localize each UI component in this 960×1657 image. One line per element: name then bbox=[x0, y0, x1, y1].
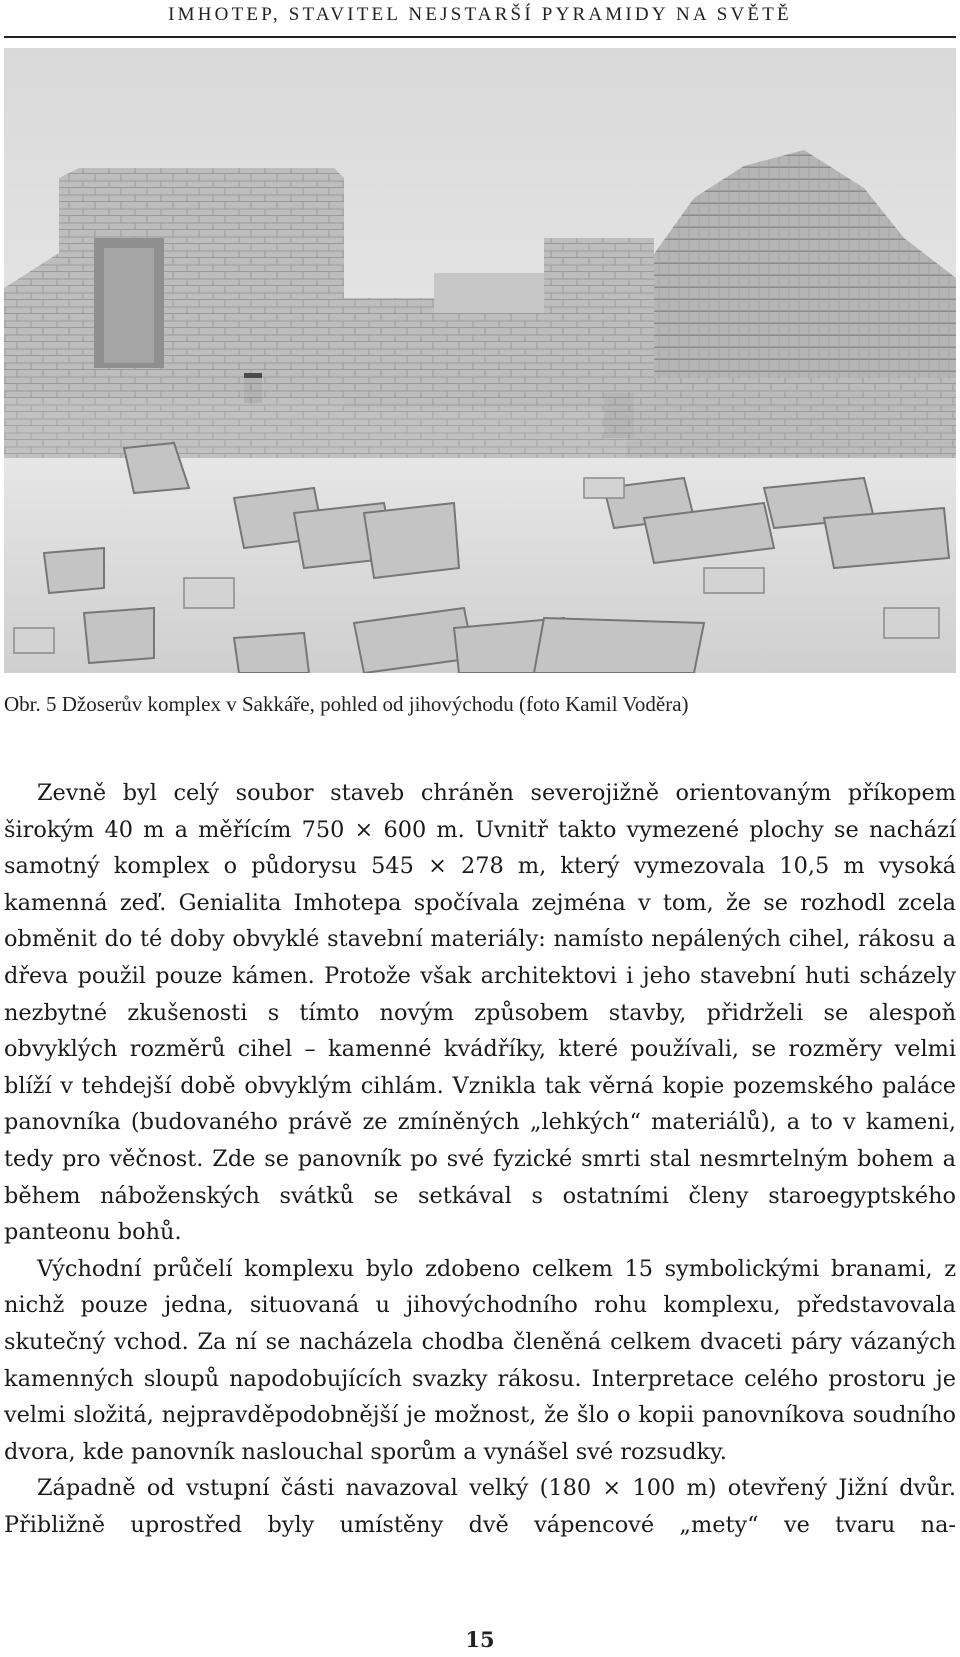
paragraph: Východní průčelí komplexu bylo zdobeno celkem 15 symbolickými branami, z nichž pouze jedna, situovaná u jihovýchodního rohu komplexu, představovala skutečný vchod. Za ní se nacházela chodba členěná celkem dvaceti páry vázaných kamenných sloupů napodobujících svazky rákosu. Interpretace celého prostoru je velmi složitá, nejpravděpodobnější je možnost, že šlo o kopii panovníkova soudního dvora, kde panovník naslouchal sporům a vynášel své rozsudky. bbox=[4, 1255, 956, 1465]
paragraph: Zevně byl celý soubor staveb chráněn severojižně orientovaným příkopem širokým 40 m a měřícím 750 × 600 m. Uvnitř takto vymezené plochy se nachází samotný komplex o půdorysu 545 × 278 m, který vymezovala 10,5 m vysoká kamenná zeď. Genialita Imhotepa spočívala zejména v tom, že se rozhodl zcela obměnit do té doby obvyklé stavební materiály: namísto nepálených cihel, rákosu a dřeva použil pouze kámen. Protože však architektovi i jeho stavební huti scházely nezbytné zkušenosti s tímto novým způsobem stavby, přidrželi se alespoň obvyklých rozměrů cihel – kamenné kvádříky, které používali, se rozměry velmi blíží v tehdejší době obvyklým cihlám. Vznikla tak věrná kopie pozemského paláce panovníka (budovaného právě ze zmíněných „lehkých“ materiálů), a to v kameni, tedy pro věčnost. Zde se panovník po své fyzické smrti stal nesmrtelným bohem a během náboženských svátků se setkával s ostatními členy staroegyptského panteonu bohů. bbox=[4, 780, 956, 1246]
paragraph: Západně od vstupní části navazoval velký (180 × 100 m) otevřený Jižní dvůr. Přibližně uprostřed byly umístěny dvě vápencové „mety“ ve tvaru na- bbox=[4, 1475, 956, 1538]
header-rule bbox=[4, 36, 956, 38]
running-header: IMHOTEP, STAVITEL NEJSTARŠÍ PYRAMIDY NA SVĚTĚ bbox=[168, 4, 792, 25]
figure-photo bbox=[4, 48, 956, 673]
figure-caption: Obr. 5 Džoserův komplex v Sakkáře, pohled od jihovýchodu (foto Kamil Voděra) bbox=[4, 692, 689, 716]
page-number: 15 bbox=[465, 1627, 495, 1652]
body-text bbox=[4, 775, 956, 1543]
